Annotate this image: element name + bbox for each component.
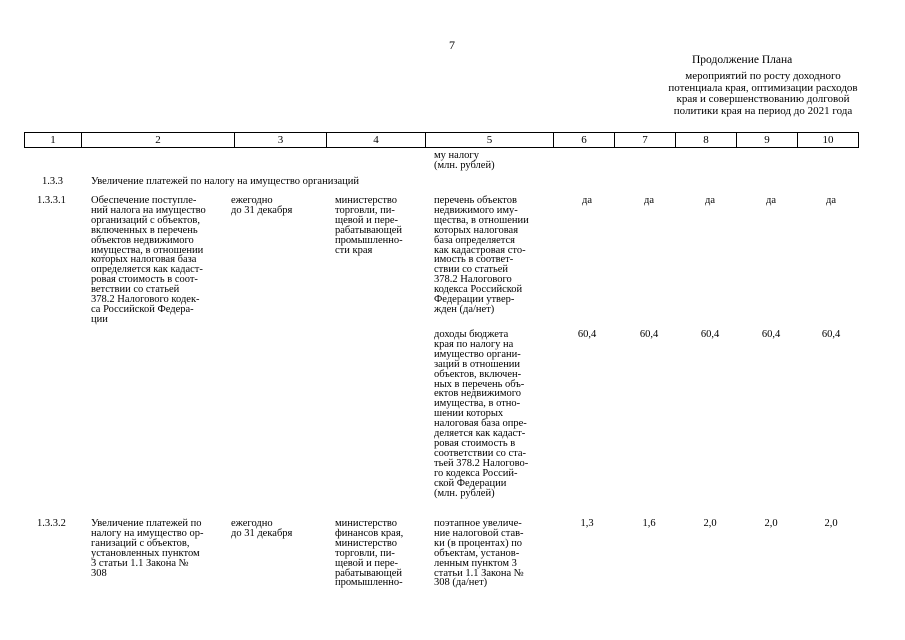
col-header: 3 <box>235 133 327 148</box>
carryover-text: му налогу (млн. рублей) <box>434 150 495 171</box>
row-responsible: министерство финансов края, министерство торговли, пи- щевой и пере- рабатывающей промышленно- <box>335 518 404 589</box>
indicator-name: доходы бюджета края по налогу на имущество органи- заций в отношении объектов, включен- ных в перечень объ- ектов недвижимого имущества, в отно- шении которых налоговая база опре- деляется как кадаст- ровая стоимость в соответствии со ста- тьей 378.2 Налогово- го кодекса Россий- ской Федерации (млн. рублей) <box>434 329 529 499</box>
row-deadline: ежегодно до 31 декабря <box>231 195 293 216</box>
row-deadline: ежегодно до 31 декабря <box>231 518 293 539</box>
indicator-value: да <box>581 195 592 206</box>
column-number-header <box>24 132 859 148</box>
indicator-value: 60,4 <box>700 329 720 340</box>
indicator-value: да <box>643 195 654 206</box>
col-header: 10 <box>798 133 859 148</box>
page-number: 7 <box>449 38 455 52</box>
plan-title-line: потенциала края, оптимизации расходов <box>668 81 858 94</box>
indicator-value: 2,0 <box>703 518 717 529</box>
indicator-value: 2,0 <box>764 518 778 529</box>
row-measure: Увеличение платежей по налогу на имущество ор- ганизаций с объектов, установленных пунктом 3 статьи 1.1 Закона № 308 <box>91 518 204 579</box>
continuation-label: Продолжение Плана <box>692 54 793 66</box>
col-header: 7 <box>615 133 676 148</box>
row-responsible: министерство торговли, пи- щевой и пере- рабатывающей промышленно- сти края <box>335 195 403 256</box>
indicator-name: перечень объектов недвижимого иму- щества, в отношении которых налоговая база определяется как кадастровая сто- имость в соответ- ствии со статьей 378.2 Налогового кодекса Российской Федерации утвер- жден (да/нет) <box>434 195 529 315</box>
row-code: 1.3.3.1 <box>37 195 66 206</box>
indicator-value: 60,4 <box>761 329 781 340</box>
section-code: 1.3.3 <box>42 176 63 187</box>
col-header: 2 <box>82 133 235 148</box>
col-header: 1 <box>25 133 82 148</box>
indicator-value: 60,4 <box>821 329 841 340</box>
col-header: 5 <box>426 133 554 148</box>
col-header: 6 <box>554 133 615 148</box>
indicator-value: 1,6 <box>642 518 656 529</box>
col-header: 4 <box>327 133 426 148</box>
plan-title-line: края и совершенствованию долговой <box>676 93 850 105</box>
plan-title-line: мероприятий по росту доходного <box>685 70 841 82</box>
col-header: 9 <box>737 133 798 148</box>
plan-title-line: политики края на период до 2021 года <box>673 104 853 117</box>
indicator-value: 60,4 <box>577 329 597 340</box>
row-code: 1.3.3.2 <box>37 518 66 529</box>
indicator-value: да <box>825 195 836 206</box>
indicator-value: да <box>765 195 776 206</box>
indicator-value: 60,4 <box>639 329 659 340</box>
plan-title <box>640 71 886 117</box>
section-title: Увеличение платежей по налогу на имущество организаций <box>91 176 359 187</box>
indicator-name: поэтапное увеличе- ние налоговой став- ки (в процентах) по объектам, установ- ленным пунктом 3 статьи 1.1 Закона № 308 (да/нет) <box>434 518 524 589</box>
row-measure: Обеспечение поступле- ний налога на имущество организаций с объектов, включенных в перечень объектов недвижимого имущества, в отношении которых налоговая база определяется как кадаст- ровая стоимость в соот- ветствии со статьей 378.2 Налогового кодек- са Российской Федера- ции <box>91 195 206 325</box>
indicator-value: 1,3 <box>580 518 594 529</box>
indicator-value: 2,0 <box>824 518 838 529</box>
indicator-value: да <box>704 195 715 206</box>
col-header: 8 <box>676 133 737 148</box>
